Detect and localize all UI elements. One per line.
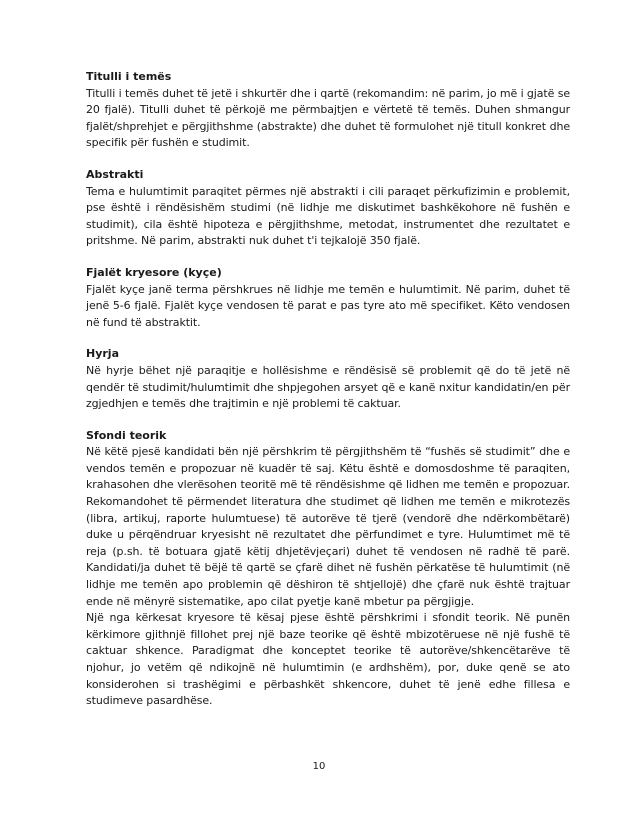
section-keywords [86,265,570,331]
section-paragraph: Në këtë pjesë kandidati bën një përshkrim të përgjithshëm të “fushës së studimit” dhe e vendos temën e propozuar në kuadër të saj. Këtu është e domosdoshme të paraqiten, krahasohen dhe vlerësohen teoritë më të rëndësishme që lidhen me temën e propozuar. Rekomandohet të përmendet literatura dhe studimet që lidhen me temën e mikrotezës (libra, artikuj, raporte hulumtuese) të autorëve të tjerë (vendorë dhe ndërkombëtarë) duke u përqëndruar kryesisht në rezultatet dhe përfundimet e tyre. Hulumtimet më të reja (p.sh. të botuara gjatë këtij dhjetëvjeçari) duhet të vendosen në radhë të parë. Kandidati/ja duhet të bëjë të qartë se çfarë dihet në fushën përkatëse të hulumtimit (në lidhje me temën apo problemin që dëshiron të shtjellojë) dhe çfarë nuk është trajtuar ende në mënyrë sistematike, apo cilat pyetje kanë mbetur pa përgjigje. [86,445,570,608]
section-theoretical-background [86,428,570,710]
section-heading: Fjalët kryesore (kyçe) [86,265,222,279]
section-paragraph: Tema e hulumtimit paraqitet përmes një abstrakti i cili paraqet përkufizimin e problemit, pse është i rëndësishëm studimi (në lidhje me diskutimet bashkëkohore në fushën e studimit), cila është hipoteza e përgjithshme, metodat, instrumentet dhe rezultatet e pritshme. Në parim, abstrakti nuk duhet t'i tejkalojë 350 fjalë. [86,184,570,248]
section-paragraph: Në hyrje bëhet një paraqitje e hollësishme e rëndësisë së problemit që do të jetë në qendër të studimit/hulumtimit dhe shpjegohen arsyet që e kanë nxitur kandidatin/en për zgjedhjen e temës dhe trajtimin e një problemi të caktuar. [86,363,570,411]
document-body [86,69,570,725]
section-heading: Sfondi teorik [86,428,167,442]
section-paragraph: Fjalët kyçe janë terma përshkrues në lidhje me temën e hulumtimit. Në parim, duhet të jenë 5-6 fjalë. Fjalët kyçe vendosen të parat e pas tyre ato më specifiket. Këto vendosen në fund të abstraktit. [86,282,570,329]
section-paragraph: Titulli i temës duhet të jetë i shkurtër dhe i qartë (rekomandim: në parim, jo më i gjatë se 20 fjalë). Titulli duhet të përkojë me përmbajtjen e vërtetë të temës. Duhen shmangur fjalët/shprehjet e përgjithshme (abstrakte) dhe duhet të formulohet një titull konkret dhe specifik për fushën e studimit. [86,86,570,150]
section-paragraph: Një nga kërkesat kryesore të kësaj pjese është përshkrimi i sfondit teorik. Në punën kërkimore gjithnjë fillohet prej një baze teorike që është mbizotëruese në një fushë të caktuar shkence. Paradigmat dhe konceptet teorike të autorëve/shkencëtarëve të njohur, jo vetëm që ndikojnë në hulumtimin (e ardhshëm), por, duke qenë se ato konsiderohen si trashëgimi e përbashkët shkencore, duhet të jenë edhe fillesa e studimeve pasardhëse. [86,611,570,708]
section-title [86,69,570,152]
section-heading: Hyrja [86,347,119,361]
section-introduction [86,346,570,412]
section-heading: Abstrakti [86,167,144,181]
section-heading: Titulli i temës [86,70,172,83]
page-number: 10 [312,761,326,772]
section-abstract [86,167,570,250]
